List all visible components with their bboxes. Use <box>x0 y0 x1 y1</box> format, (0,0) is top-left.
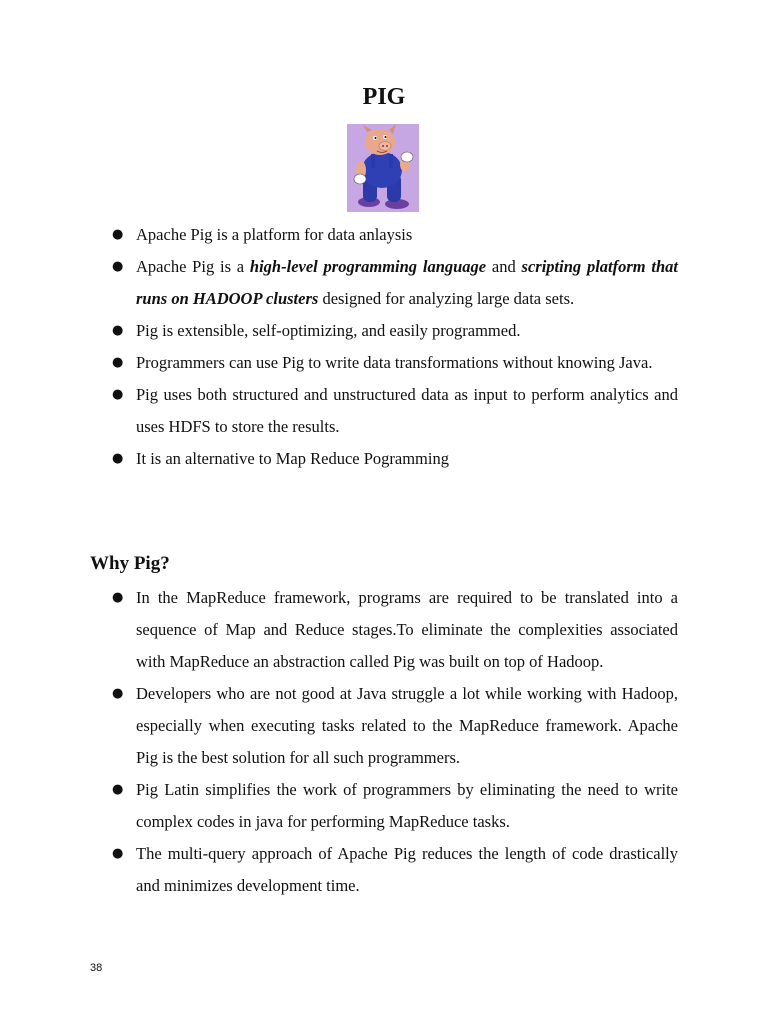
page-title: PIG <box>362 84 406 110</box>
list-item <box>0 315 678 347</box>
bullet-icon: ● <box>112 846 124 861</box>
bullet-icon: ● <box>112 387 124 402</box>
why-pig-list <box>0 582 768 902</box>
page-number: 38 <box>90 962 103 974</box>
bullet-icon: ● <box>112 355 124 370</box>
bullet-icon: ● <box>112 227 124 242</box>
list-item <box>0 582 678 678</box>
list-item-text: designed for analyzing large data sets. <box>318 289 575 308</box>
list-item-text: Developers who are not good at Java struggle a lot while working with Hadoop, especially when executing tasks related to the MapReduce framework. Apache Pig is the best solution for all such programmers. <box>136 684 678 767</box>
bullet-icon: ● <box>112 259 124 274</box>
list-item <box>0 379 678 443</box>
list-item-text: Apache Pig is a platform for data anlaysis <box>136 225 413 244</box>
list-item <box>0 347 678 379</box>
list-item <box>0 443 678 475</box>
list-item <box>0 838 678 902</box>
list-item <box>0 678 678 774</box>
list-item <box>0 774 678 838</box>
list-item <box>0 251 678 315</box>
list-item-text: It is an alternative to Map Reduce Pogramming <box>136 449 449 468</box>
list-item-text: Programmers can use Pig to write data transformations without knowing Java. <box>136 353 653 372</box>
list-item-text: Pig uses both structured and unstructured data as input to perform analytics and uses HDFS to store the results. <box>136 385 678 436</box>
list-item <box>0 219 678 251</box>
bullet-icon: ● <box>112 686 124 701</box>
bullet-icon: ● <box>112 451 124 466</box>
bullet-icon: ● <box>112 323 124 338</box>
bullet-icon: ● <box>112 782 124 797</box>
list-item-text: The multi-query approach of Apache Pig reduces the length of code drastically and minimizes development time. <box>136 844 678 895</box>
pig-mascot-icon <box>347 124 419 212</box>
list-item-text: Pig Latin simplifies the work of programmers by eliminating the need to write complex codes in java for performing MapReduce tasks. <box>136 780 678 831</box>
list-item-text: Apache Pig is a <box>136 257 250 276</box>
pig-overview-list <box>0 219 768 475</box>
section-heading: Why Pig? <box>90 553 170 574</box>
list-item-text: and <box>486 257 522 276</box>
emphasis-text: scripting platform that runs on HADOOP clusters <box>136 257 678 308</box>
list-item-text: Pig is extensible, self-optimizing, and easily programmed. <box>136 321 521 340</box>
bullet-icon: ● <box>112 590 124 605</box>
emphasis-text: high-level programming language <box>249 257 487 276</box>
list-item-text: In the MapReduce framework, programs are required to be translated into a sequence of Map and Reduce stages.To eliminate the complexities associated with MapReduce an abstraction called Pig was built on top of Hadoop. <box>136 588 678 671</box>
